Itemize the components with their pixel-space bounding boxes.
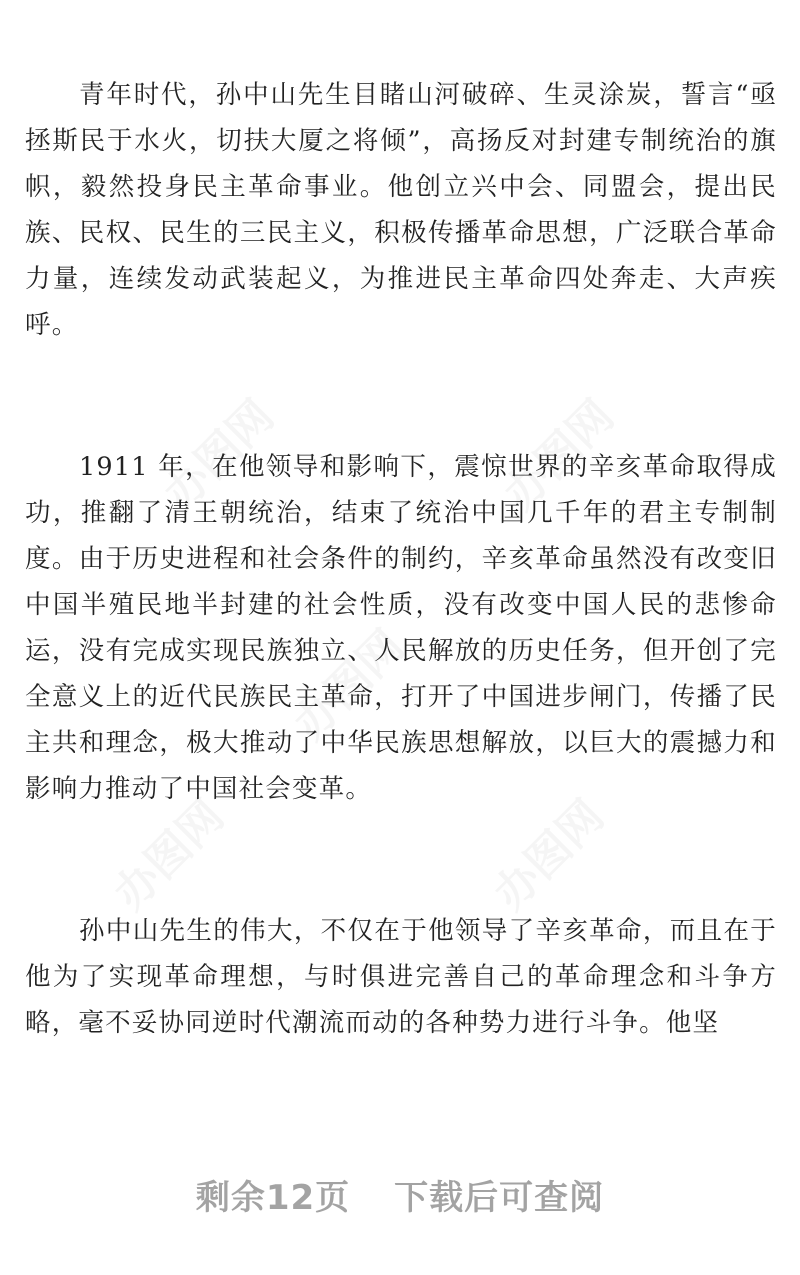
watermark: 办图网 <box>494 390 624 520</box>
download-footer[interactable] <box>0 1170 800 1219</box>
watermark: 办图网 <box>284 620 414 750</box>
watermark: 办图网 <box>484 790 614 920</box>
paragraph-greatness: 孙中山先生的伟大，不仅在于他领导了辛亥革命，而且在于他为了实现革命理想，与时俱进完善自己的革命理念和斗争方略，毫不妥协同逆时代潮流而动的各种势力进行斗争。他坚 <box>25 916 777 1038</box>
paragraph-1911-revolution: 1911 年，在他领导和影响下，震惊世界的辛亥革命取得成功，推翻了清王朝统治，结束了统治中国几千年的君主专制制度。由于历史进程和社会条件的制约，辛亥革命虽然没有改变旧中国半殖民地半封建的社会性质，没有改变中国人民的悲惨命运，没有完成实现民族独立、人民解放的历史任务，但开创了完全意义上的近代民族民主革命，打开了中国进步闸门，传播了民主共和理念，极大推动了中华民族思想解放，以巨大的震撼力和影响力推动了中国社会变革。 <box>25 452 777 804</box>
watermark: 办图网 <box>104 790 234 920</box>
remaining-pages-label: 剩余12页 <box>195 1178 351 1218</box>
watermark: 办图网 <box>154 390 284 520</box>
paragraph-youth: 青年时代，孙中山先生目睹山河破碎、生灵涂炭，誓言“亟拯斯民于水火，切扶大厦之将倾”，高扬反对封建专制统治的旗帜，毅然投身民主革命事业。他创立兴中会、同盟会，提出民族、民权、民生的三民主义，积极传播革命思想，广泛联合革命力量，连续发动武装起义，为推进民主革命四处奔走、大声疾呼。 <box>25 80 777 340</box>
download-prompt-label: 下载后可查阅 <box>394 1178 605 1218</box>
